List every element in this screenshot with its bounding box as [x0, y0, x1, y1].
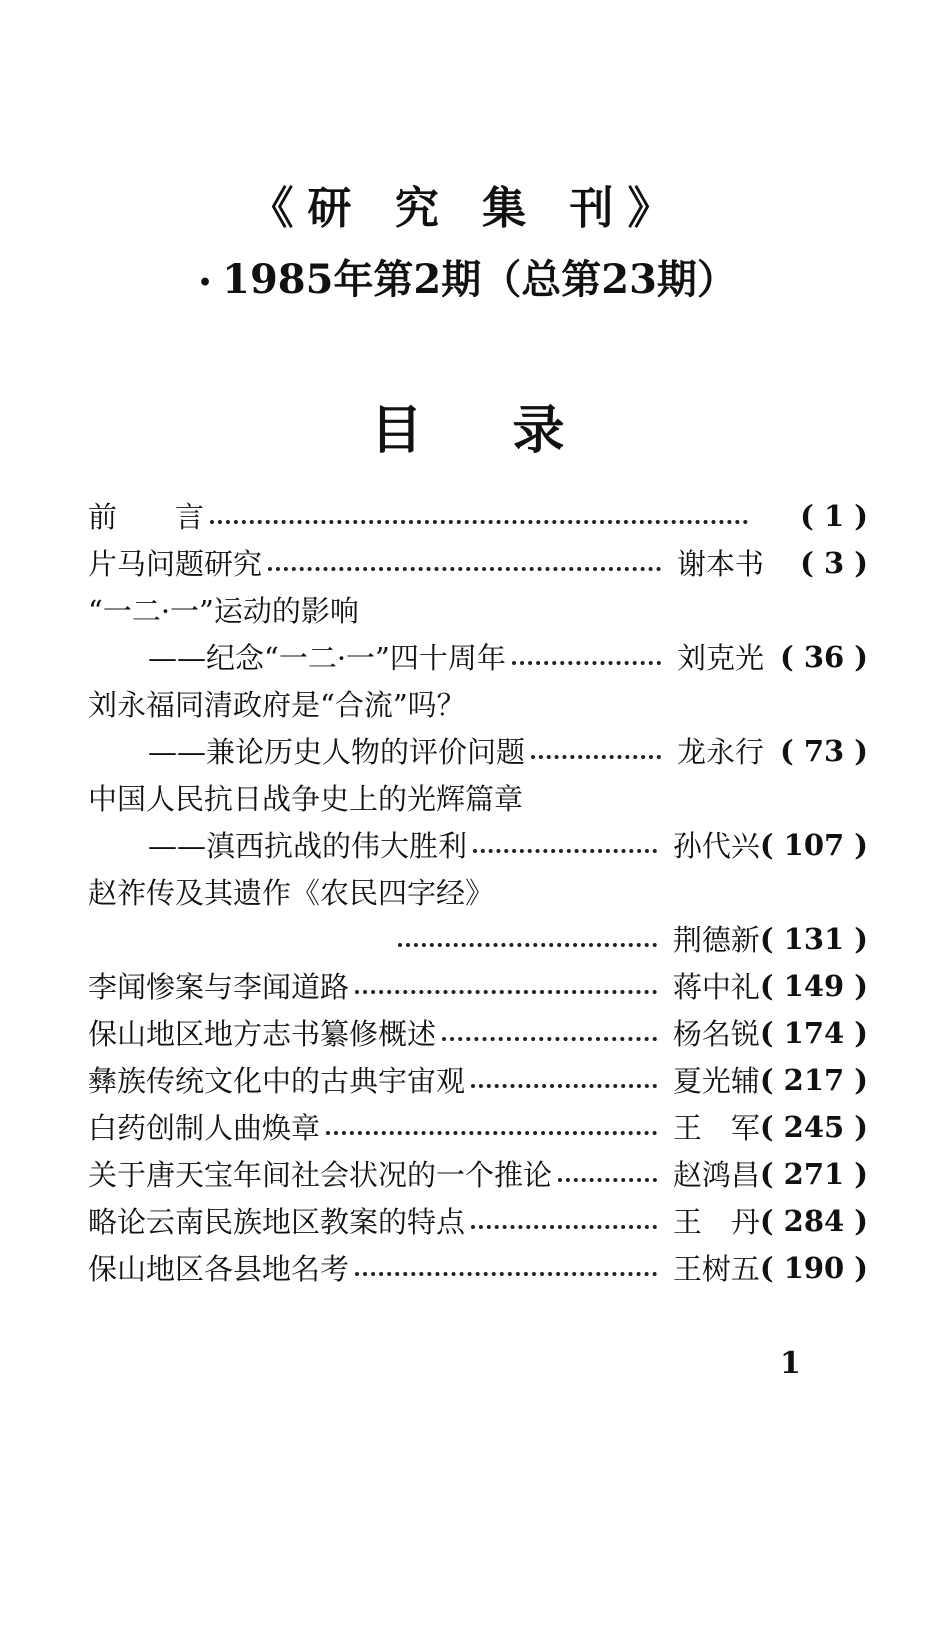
toc-entry	[88, 868, 868, 915]
toc-entry	[88, 1150, 868, 1197]
toc-entry-title: 白药创制人曲焕章	[88, 1111, 321, 1145]
dot-leader	[268, 567, 661, 571]
toc-entry-author: 王 丹	[672, 1205, 760, 1239]
dot-leader	[326, 1131, 657, 1135]
toc-entry-title: 片马问题研究	[88, 547, 263, 581]
toc-entry-author: 刘克光	[676, 641, 764, 675]
toc-entry	[88, 1244, 868, 1291]
toc-entry	[88, 1197, 868, 1244]
dot-leader	[398, 943, 657, 947]
toc-entry-title: 关于唐天宝年间社会状况的一个推论	[88, 1158, 553, 1192]
toc-entry	[88, 821, 868, 868]
dot-leader	[512, 661, 661, 665]
toc-entry-page: ( 73 )	[780, 733, 868, 768]
toc-entry-page: ( 174 )	[759, 1015, 868, 1050]
toc-entry-page: ( 149 )	[759, 968, 868, 1003]
toc-entry-title: 中国人民抗日战争史上的光辉篇章	[88, 782, 524, 816]
dot-leader	[355, 990, 657, 994]
dot-leader	[531, 755, 661, 759]
issue-line	[0, 248, 935, 305]
toc-entry-title: 赵祚传及其遗作《农民四字经》	[88, 876, 495, 910]
toc-entry	[88, 962, 868, 1009]
toc-entry	[88, 680, 868, 727]
toc-entry-author: 荆德新	[672, 923, 760, 957]
toc-entry-title: “一二·一”运动的影响	[88, 594, 359, 628]
toc-entry-page: ( 1 )	[800, 498, 868, 533]
toc-entry-page: ( 36 )	[780, 639, 868, 674]
toc-entry-title: 保山地区地方志书纂修概述	[88, 1017, 437, 1051]
toc-entry-author: 王树五	[672, 1252, 760, 1286]
toc-entry	[88, 539, 868, 586]
table-of-contents	[88, 492, 868, 1291]
toc-entry-author: 赵鸿昌	[672, 1158, 760, 1192]
toc-entry-page: ( 217 )	[759, 1062, 868, 1097]
toc-entry-author: 龙永行	[676, 735, 764, 769]
page-number: 1	[780, 1346, 801, 1381]
toc-entry	[88, 633, 868, 680]
toc-entry-title: ——纪念“一二·一”四十周年	[148, 641, 506, 675]
toc-entry	[88, 774, 868, 821]
toc-entry-page: ( 3 )	[800, 545, 868, 580]
toc-entry-title: 李闻惨案与李闻道路	[88, 970, 350, 1004]
toc-entry-title: ——滇西抗战的伟大胜利	[148, 829, 468, 863]
toc-entry-title: 保山地区各县地名考	[88, 1252, 350, 1286]
bullet-icon: •	[198, 270, 213, 296]
dot-leader	[471, 1225, 657, 1229]
toc-entry	[88, 727, 868, 774]
toc-entry-title: 刘永福同清政府是“合流”吗？	[88, 688, 466, 722]
toc-entry-title: ——兼论历史人物的评价问题	[148, 735, 526, 769]
toc-heading: 目录	[370, 400, 655, 461]
dot-leader	[473, 849, 657, 853]
toc-entry-title: 略论云南民族地区教案的特点	[88, 1205, 466, 1239]
toc-entry	[88, 1009, 868, 1056]
toc-entry	[88, 492, 868, 539]
toc-entry-title: 彝族传统文化中的古典宇宙观	[88, 1064, 466, 1098]
toc-entry-author: 蒋中礼	[672, 970, 760, 1004]
toc-entry-author: 夏光辅	[672, 1064, 760, 1098]
toc-entry	[88, 1056, 868, 1103]
toc-entry-author: 王 军	[672, 1111, 760, 1145]
toc-entry	[88, 915, 868, 962]
issue-text: 1985年第2期（总第23期）	[222, 256, 737, 303]
toc-entry-page: ( 107 )	[759, 827, 868, 862]
dot-leader	[442, 1037, 657, 1041]
toc-entry-page: ( 190 )	[759, 1250, 868, 1285]
toc-entry-page: ( 271 )	[759, 1156, 868, 1191]
toc-entry-page: ( 284 )	[759, 1203, 868, 1238]
journal-title: 《研 究 集 刊》	[249, 183, 686, 234]
toc-entry	[88, 586, 868, 633]
toc-entry-page: ( 245 )	[759, 1109, 868, 1144]
toc-entry-author: 谢本书	[676, 547, 764, 581]
toc-entry-title: 前 言	[88, 500, 205, 534]
dot-leader	[355, 1272, 657, 1276]
dot-leader	[558, 1178, 657, 1182]
toc-entry	[88, 1103, 868, 1150]
toc-entry-author: 孙代兴	[672, 829, 760, 863]
toc-entry-author: 杨名锐	[672, 1017, 760, 1051]
toc-entry-page: ( 131 )	[759, 921, 868, 956]
dot-leader	[210, 520, 748, 524]
dot-leader	[471, 1084, 657, 1088]
